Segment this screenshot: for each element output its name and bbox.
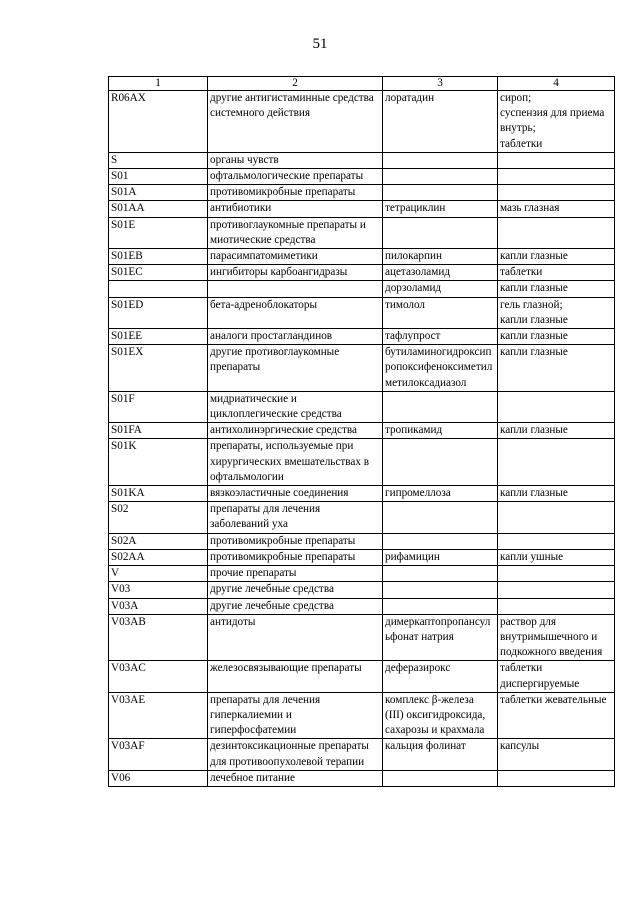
drug-name-cell [383,169,498,185]
dosage-form-cell: гель глазной; капли глазные [498,297,615,328]
group-name-cell: другие противоглаукомные препараты [208,345,383,392]
table-row [109,661,615,692]
group-name-cell: ингибиторы карбоангидразы [208,265,383,281]
table-row [109,185,615,201]
dosage-form-cell: таблетки диспергируемые [498,661,615,692]
group-name-cell: органы чувств [208,152,383,168]
drug-name-cell [383,770,498,786]
dosage-form-cell [498,439,615,486]
group-name-cell: антидоты [208,614,383,661]
dosage-form-cell: таблетки жевательные [498,692,615,739]
atc-code-cell: S01EE [109,329,208,345]
group-name-cell: препараты для лечения гиперкалиемии и гиперфосфатемии [208,692,383,739]
dosage-form-cell: капли ушные [498,549,615,565]
atc-code-cell: S01ED [109,297,208,328]
drug-name-cell: тимолол [383,297,498,328]
drug-name-cell: комплекс β-железа (III) оксигидроксида, сахарозы и крахмала [383,692,498,739]
group-name-cell: офтальмологические препараты [208,169,383,185]
atc-code-cell: V03A [109,598,208,614]
drug-name-cell [383,598,498,614]
table-row [109,598,615,614]
dosage-form-cell: мазь глазная [498,201,615,217]
group-name-cell: вязкоэластичные соединения [208,486,383,502]
dosage-form-cell: капли глазные [498,281,615,297]
table-row [109,566,615,582]
table-row [109,502,615,533]
table-row [109,423,615,439]
table-row [109,533,615,549]
drug-name-cell [383,152,498,168]
drug-name-cell [383,217,498,248]
atc-code-cell: V03AF [109,739,208,770]
drug-name-cell: ацетазоламид [383,265,498,281]
dosage-form-cell: раствор для внутримышечного и подкожного введения [498,614,615,661]
group-name-cell: противомикробные препараты [208,185,383,201]
atc-code-cell: S01FA [109,423,208,439]
atc-code-cell: V03 [109,582,208,598]
dosage-form-cell: капсулы [498,739,615,770]
drug-name-cell: димеркаптопропансульфонат натрия [383,614,498,661]
atc-code-cell: S01EB [109,249,208,265]
dosage-form-cell [498,770,615,786]
table-row [109,169,615,185]
table-row [109,549,615,565]
table-row [109,329,615,345]
atc-code-cell [109,281,208,297]
table-row [109,486,615,502]
group-name-cell: противоглаукомные препараты и миотические средства [208,217,383,248]
drug-name-cell: деферазирокс [383,661,498,692]
atc-code-cell: S01 [109,169,208,185]
dosage-form-cell: капли глазные [498,423,615,439]
page-number: 51 [312,36,328,52]
group-name-cell: лечебное питание [208,770,383,786]
group-name-cell: бета-адреноблокаторы [208,297,383,328]
drug-table [108,76,615,787]
group-name-cell: аналоги простагландинов [208,329,383,345]
table-row [109,217,615,248]
atc-code-cell: V03AC [109,661,208,692]
dosage-form-cell [498,598,615,614]
dosage-form-cell: капли глазные [498,345,615,392]
atc-code-cell: R06AX [109,91,208,153]
atc-code-cell: S01K [109,439,208,486]
group-name-cell: препараты, используемые при хирургических вмешательствах в офтальмологии [208,439,383,486]
dosage-form-cell: таблетки [498,265,615,281]
drug-name-cell: тетрациклин [383,201,498,217]
group-name-cell: другие лечебные средства [208,598,383,614]
atc-code-cell: S01AA [109,201,208,217]
dosage-form-cell [498,391,615,422]
drug-name-cell [383,582,498,598]
group-name-cell: препараты для лечения заболеваний уха [208,502,383,533]
table-header-row [109,77,615,91]
group-name-cell: противомикробные препараты [208,533,383,549]
table-row [109,152,615,168]
atc-code-cell: S01A [109,185,208,201]
table-row [109,770,615,786]
header-col-2: 2 [208,77,383,91]
drug-name-cell [383,439,498,486]
group-name-cell: дезинтоксикационные препараты для противоопухолевой терапии [208,739,383,770]
drug-name-cell: тафлупрост [383,329,498,345]
dosage-form-cell: капли глазные [498,329,615,345]
drug-name-cell: рифамицин [383,549,498,565]
atc-code-cell: S01F [109,391,208,422]
drug-name-cell: бутиламиногидроксипропоксифеноксиметил метилоксадиазол [383,345,498,392]
dosage-form-cell: капли глазные [498,486,615,502]
drug-name-cell: пилокарпин [383,249,498,265]
atc-code-cell: V03AB [109,614,208,661]
group-name-cell: парасимпатомиметики [208,249,383,265]
table-row [109,439,615,486]
group-name-cell: железосвязывающие препараты [208,661,383,692]
table-row [109,281,615,297]
dosage-form-cell [498,185,615,201]
drug-name-cell [383,502,498,533]
atc-code-cell: S01KA [109,486,208,502]
table-row [109,201,615,217]
dosage-form-cell [498,502,615,533]
dosage-form-cell [498,533,615,549]
header-col-3: 3 [383,77,498,91]
atc-code-cell: S02AA [109,549,208,565]
group-name-cell: прочие препараты [208,566,383,582]
dosage-form-cell [498,566,615,582]
table-row [109,249,615,265]
dosage-form-cell [498,169,615,185]
group-name-cell [208,281,383,297]
atc-code-cell: S01EX [109,345,208,392]
drug-name-cell: дорзоламид [383,281,498,297]
atc-code-cell: V [109,566,208,582]
group-name-cell: мидриатические и циклоплегические средства [208,391,383,422]
drug-name-cell: лоратадин [383,91,498,153]
atc-code-cell: S02A [109,533,208,549]
drug-name-cell [383,391,498,422]
table-row [109,739,615,770]
dosage-form-cell [498,582,615,598]
header-col-1: 1 [109,77,208,91]
drug-name-cell: тропикамид [383,423,498,439]
drug-name-cell: гипромеллоза [383,486,498,502]
group-name-cell: антибиотики [208,201,383,217]
atc-code-cell: S [109,152,208,168]
header-col-4: 4 [498,77,615,91]
atc-code-cell: V06 [109,770,208,786]
table-row [109,91,615,153]
table-row [109,345,615,392]
group-name-cell: другие лечебные средства [208,582,383,598]
group-name-cell: антихолинэргические средства [208,423,383,439]
table-row [109,391,615,422]
table-row [109,614,615,661]
group-name-cell: противомикробные препараты [208,549,383,565]
dosage-form-cell: капли глазные [498,249,615,265]
table-row [109,297,615,328]
table-row [109,692,615,739]
dosage-form-cell [498,152,615,168]
drug-name-cell [383,566,498,582]
atc-code-cell: V03AE [109,692,208,739]
group-name-cell: другие антигистаминные средства системного действия [208,91,383,153]
table-row [109,265,615,281]
dosage-form-cell: сироп; суспензия для приема внутрь; таблетки [498,91,615,153]
atc-code-cell: S01EC [109,265,208,281]
dosage-form-cell [498,217,615,248]
drug-name-cell: кальция фолинат [383,739,498,770]
atc-code-cell: S02 [109,502,208,533]
drug-name-cell [383,185,498,201]
drug-name-cell [383,533,498,549]
table-row [109,582,615,598]
atc-code-cell: S01E [109,217,208,248]
